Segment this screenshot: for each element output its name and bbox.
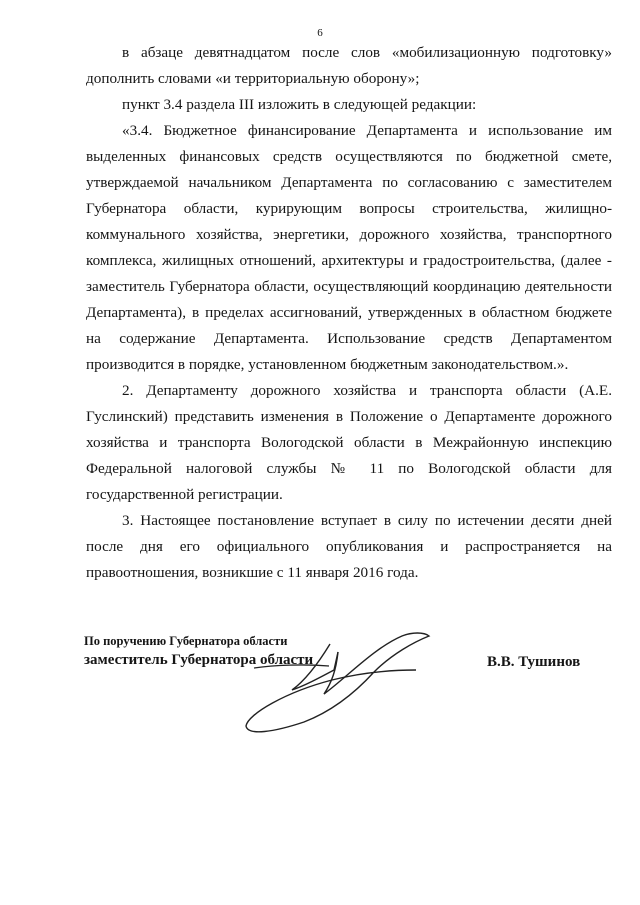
signatory-name: В.В. Тушинов [487, 654, 581, 670]
document-body [86, 40, 612, 586]
signature-position: заместитель Губернатора области [84, 652, 314, 668]
paragraph-item-3: 3. Настоящее постановление вступает в силу по истечении десяти дней после дня его официального опубликования и распространяется на правоотношения, возникшие с 11 января 2016 года. [86, 512, 612, 581]
signature-authority: По поручению Губернатора области [84, 634, 288, 648]
paragraph-amendment-2: пункт 3.4 раздела III изложить в следующей редакции: [122, 96, 477, 113]
paragraph-amendment-1: в абзаце девятнадцатом после слов «мобилизационную подготовку» дополнить словами «и территориальную оборону»; [86, 44, 612, 87]
handwritten-signature-icon [234, 630, 494, 740]
paragraph-item-2: 2. Департаменту дорожного хозяйства и транспорта области (А.Е. Гуслинский) представить изменения в Положение о Департаменте дорожного хозяйства и транспорта Вологодской области в Межрайонную инспекцию Федеральной налоговой службы № 11 по Вологодской области для государственной регистрации. [86, 382, 612, 503]
page-number: 6 [317, 27, 323, 39]
signature-block [84, 630, 614, 740]
paragraph-clause-3-4: «3.4. Бюджетное финансирование Департамента и использование им выделенных финансовых средств осуществляются по бюджетной смете, утверждаемой начальником Департамента по согласованию с заместителем Губернатора области, курирующим вопросы строительства, жилищно-коммунального хозяйства, энергетики, дорожного хозяйства, транспортного комплекса, жилищных отношений, архитектуры и градостроительства, (далее - заместитель Губернатора области, осуществляющий координацию деятельности Департамента), в пределах ассигнований, утвержденных в областном бюджете на содержание Департамента. Использование средств Департаментом производится в порядке, установленном бюджетным законодательством.». [86, 122, 612, 373]
